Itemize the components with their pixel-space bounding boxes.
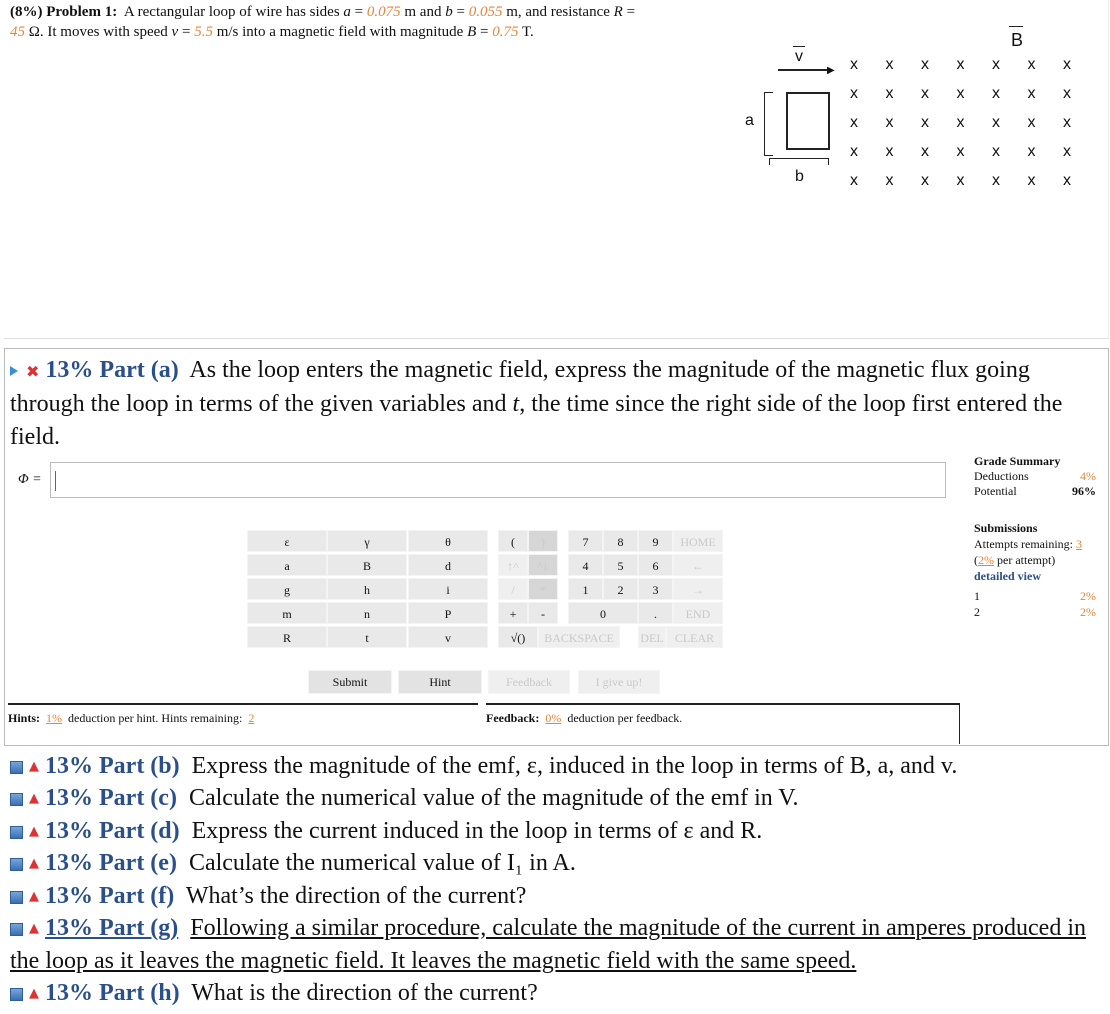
velocity-vector-bar [793, 46, 805, 47]
part-percent-label: 13% Part (f) [45, 883, 175, 909]
variable-key-row2-0[interactable]: a [247, 554, 327, 576]
hints-bar: Hints: 1% deduction per hint. Hints remaining: 2 [8, 703, 478, 744]
expand-arrow-icon[interactable] [10, 366, 18, 376]
field-x-mark: x [850, 114, 858, 131]
feedback-bar: Feedback: 0% deduction per feedback. [486, 703, 960, 744]
variable-key-greek-0[interactable]: ε [247, 530, 327, 552]
part-row-d[interactable] [10, 815, 1105, 848]
part-question-text: Calculate the numerical value of I₁ in A. [188, 850, 576, 876]
problem-statement: (8%) Problem 1: A rectangular loop of wire has sides a = 0.075 m and b = 0.055 m, and resistance R = 45 Ω. It moves with speed v = 5.5 m/s into a magnetic field with magnitude B = 0.75 T. [10, 4, 636, 40]
field-x-mark: x [956, 114, 965, 131]
right-arrow-key[interactable]: → [673, 578, 723, 600]
velocity-arrow-line [778, 69, 828, 71]
multiply-key[interactable]: * [528, 578, 558, 600]
detailed-view-link[interactable]: detailed view [974, 569, 1041, 583]
part-row-e[interactable] [10, 847, 1105, 880]
part-status-icon [10, 793, 23, 806]
decimal-key[interactable]: . [638, 602, 673, 624]
velocity-arrow-head: ▶ [827, 65, 835, 76]
digit-key-2[interactable]: 2 [603, 578, 638, 600]
digit-key-4[interactable]: 4 [568, 554, 603, 576]
magnetic-field-grid [850, 56, 1099, 201]
field-x-mark: x [850, 56, 858, 73]
field-x-mark: x [921, 172, 929, 189]
field-x-mark: x [992, 114, 1000, 131]
submission-deduction: 2% [1080, 589, 1096, 603]
open-paren-key[interactable]: ( [498, 530, 528, 552]
part-a-title: ✖ 13% Part (a) As the loop enters the magnetic field, express the magnitude of the magnetic flux going through the loop in terms of the given variables and t, the time since the right side of the loop first entered the field. [10, 354, 1100, 454]
plus-key[interactable]: + [498, 602, 528, 624]
field-x-mark: x [850, 172, 858, 189]
divide-key[interactable]: / [498, 578, 528, 600]
field-x-mark: x [956, 56, 965, 73]
part-percent-label: 13% Part (g) [45, 915, 179, 941]
part-percent-label: 13% Part (e) [45, 850, 177, 876]
part-status-icon [10, 826, 23, 839]
part-row-h[interactable] [10, 977, 1105, 1010]
part-percent-label: 13% Part (b) [45, 753, 180, 779]
part-row-g[interactable] [10, 912, 1105, 977]
field-x-mark: x [992, 172, 1000, 189]
field-x-mark: x [885, 114, 894, 131]
digit-key-9[interactable]: 9 [638, 530, 673, 552]
variable-key-row5-1[interactable]: t [327, 626, 407, 648]
part-status-icon [10, 858, 23, 871]
down-caret-key[interactable]: ^↓ [528, 554, 558, 576]
backspace-key[interactable]: BACKSPACE [538, 626, 620, 648]
value-bfield: 0.75 [492, 24, 519, 40]
field-x-mark: x [885, 172, 894, 189]
field-x-mark: x [921, 85, 929, 102]
field-x-mark: x [1027, 143, 1036, 160]
up-caret-key[interactable]: ↑^ [498, 554, 528, 576]
digit-key-3[interactable]: 3 [638, 578, 673, 600]
feedback-deduction-link[interactable]: 0% [545, 711, 562, 725]
grade-summary: Grade Summary Deductions 4% Potential 96% [974, 454, 1096, 498]
home-key[interactable]: HOME [673, 530, 723, 552]
part-status-icon [10, 761, 23, 774]
digit-key-6[interactable]: 6 [638, 554, 673, 576]
part-question-text: What is the direction of the current? [191, 980, 538, 1006]
variable-key-row5-0[interactable]: R [247, 626, 327, 648]
value-b: 0.055 [468, 4, 503, 20]
variable-key-row5-2[interactable]: v [408, 626, 488, 648]
answer-input[interactable] [50, 462, 946, 498]
end-key[interactable]: END [673, 602, 723, 624]
part-status-icon [10, 923, 23, 936]
digit-key-0[interactable]: 0 [568, 602, 638, 624]
submission-row [974, 588, 1096, 604]
value-a: 0.075 [366, 4, 401, 20]
side-a-label: a [745, 112, 754, 129]
field-label: B [1011, 30, 1024, 50]
side-b-bracket [769, 158, 829, 165]
side-b-label: b [795, 168, 804, 185]
part-row-b[interactable] [10, 750, 1105, 783]
close-paren-key[interactable]: ) [528, 530, 558, 552]
variable-key-row3-0[interactable]: g [247, 578, 327, 600]
part-question-text: Express the magnitude of the emf, ε, induced in the loop in terms of B, a, and v. [191, 753, 958, 779]
variable-key-row4-1[interactable]: n [327, 602, 407, 624]
hint-button[interactable]: Hint [398, 670, 482, 694]
submission-deduction: 2% [1080, 605, 1096, 619]
part-question-text: What’s the direction of the current? [185, 883, 527, 909]
digit-key-5[interactable]: 5 [603, 554, 638, 576]
part-status-icon [10, 988, 23, 1001]
submissions-summary: Submissions Attempts remaining: 3 (2% per attempt) detailed view 1 2% 2 2% [974, 521, 1096, 619]
variable-key-row2-1[interactable]: B [327, 554, 407, 576]
field-x-mark: x [885, 85, 894, 102]
feedback-button[interactable]: Feedback [488, 670, 570, 694]
field-x-mark: x [1063, 172, 1071, 189]
field-x-mark: x [1027, 85, 1036, 102]
variable-key-row3-1[interactable]: h [327, 578, 407, 600]
variable-key-row4-2[interactable]: P [408, 602, 488, 624]
field-x-mark: x [850, 85, 858, 102]
warning-icon: ▲ [29, 856, 39, 872]
delete-key[interactable]: DEL [638, 626, 666, 648]
phi-label: Φ = [18, 472, 42, 487]
part-question-text: Following a similar procedure, calculate the magnitude of the current in amperes produced in the loop as it leaves the magnetic field. It leaves the magnetic field with the same speed. [10, 915, 1086, 975]
warning-icon: ▲ [29, 791, 39, 807]
left-arrow-key[interactable]: ← [673, 554, 723, 576]
value-v: 5.5 [194, 24, 213, 40]
give-up-button[interactable]: I give up! [578, 670, 660, 694]
field-x-mark: x [921, 56, 929, 73]
part-percent-label: 13% Part (d) [45, 818, 180, 844]
field-vector-bar [1009, 26, 1023, 27]
field-x-mark: x [921, 143, 929, 160]
digit-key-1[interactable]: 1 [568, 578, 603, 600]
submit-button[interactable]: Submit [308, 670, 392, 694]
field-x-mark: x [992, 56, 1000, 73]
field-x-mark: x [956, 85, 965, 102]
velocity-label: v [795, 48, 803, 65]
part-percent-label: 13% Part (h) [45, 980, 180, 1006]
field-x-mark: x [1027, 172, 1036, 189]
part-question-text: Calculate the numerical value of the magnitude of the emf in V. [188, 785, 799, 811]
side-a-bracket [764, 92, 773, 156]
variable-key-row4-0[interactable]: m [247, 602, 327, 624]
text-caret [55, 471, 56, 491]
field-x-mark: x [992, 85, 1000, 102]
warning-icon: ▲ [29, 824, 39, 840]
incorrect-icon: ✖ [26, 361, 40, 381]
field-x-mark: x [956, 172, 965, 189]
field-x-mark: x [1063, 85, 1071, 102]
loop-diagram [735, 20, 1095, 200]
variable-key-row2-2[interactable]: d [408, 554, 488, 576]
sqrt-key[interactable]: √() [498, 626, 538, 648]
field-x-mark: x [1063, 114, 1071, 131]
part-status-icon [10, 891, 23, 904]
part-row-c[interactable] [10, 782, 1105, 815]
value-r: 45 [10, 24, 25, 40]
field-x-mark: x [850, 143, 858, 160]
field-x-mark: x [1027, 56, 1036, 73]
field-x-mark: x [885, 56, 894, 73]
variable-key-row3-2[interactable]: i [408, 578, 488, 600]
variable-key-greek-2[interactable]: θ [408, 530, 488, 552]
submission-number: 2 [974, 605, 980, 619]
per-attempt-link[interactable]: 2% [978, 553, 994, 567]
digit-key-7[interactable]: 7 [568, 530, 603, 552]
warning-icon: ▲ [29, 759, 39, 775]
warning-icon: ▲ [29, 921, 39, 937]
digit-key-8[interactable]: 8 [603, 530, 638, 552]
wire-loop [786, 92, 830, 150]
clear-key[interactable]: CLEAR [666, 626, 723, 648]
hint-deduction-link[interactable]: 1% [46, 711, 63, 725]
variable-key-greek-1[interactable]: γ [327, 530, 407, 552]
hints-remaining-link[interactable]: 2 [248, 711, 255, 725]
warning-icon: ▲ [29, 986, 39, 1002]
field-x-mark: x [921, 114, 929, 131]
field-x-mark: x [1027, 114, 1036, 131]
attempts-remaining-link[interactable]: 3 [1075, 537, 1082, 551]
field-x-mark: x [1063, 143, 1071, 160]
field-x-mark: x [956, 143, 965, 160]
minus-key[interactable]: - [528, 602, 558, 624]
part-percent-label: 13% Part (c) [45, 785, 177, 811]
field-x-mark: x [885, 143, 894, 160]
part-row-f[interactable] [10, 880, 1105, 913]
submission-row [974, 604, 1096, 620]
field-x-mark: x [1063, 56, 1071, 73]
submission-number: 1 [974, 589, 980, 603]
part-question-text: Express the current induced in the loop in terms of ε and R. [191, 818, 763, 844]
field-x-mark: x [992, 143, 1000, 160]
warning-icon: ▲ [29, 889, 39, 905]
